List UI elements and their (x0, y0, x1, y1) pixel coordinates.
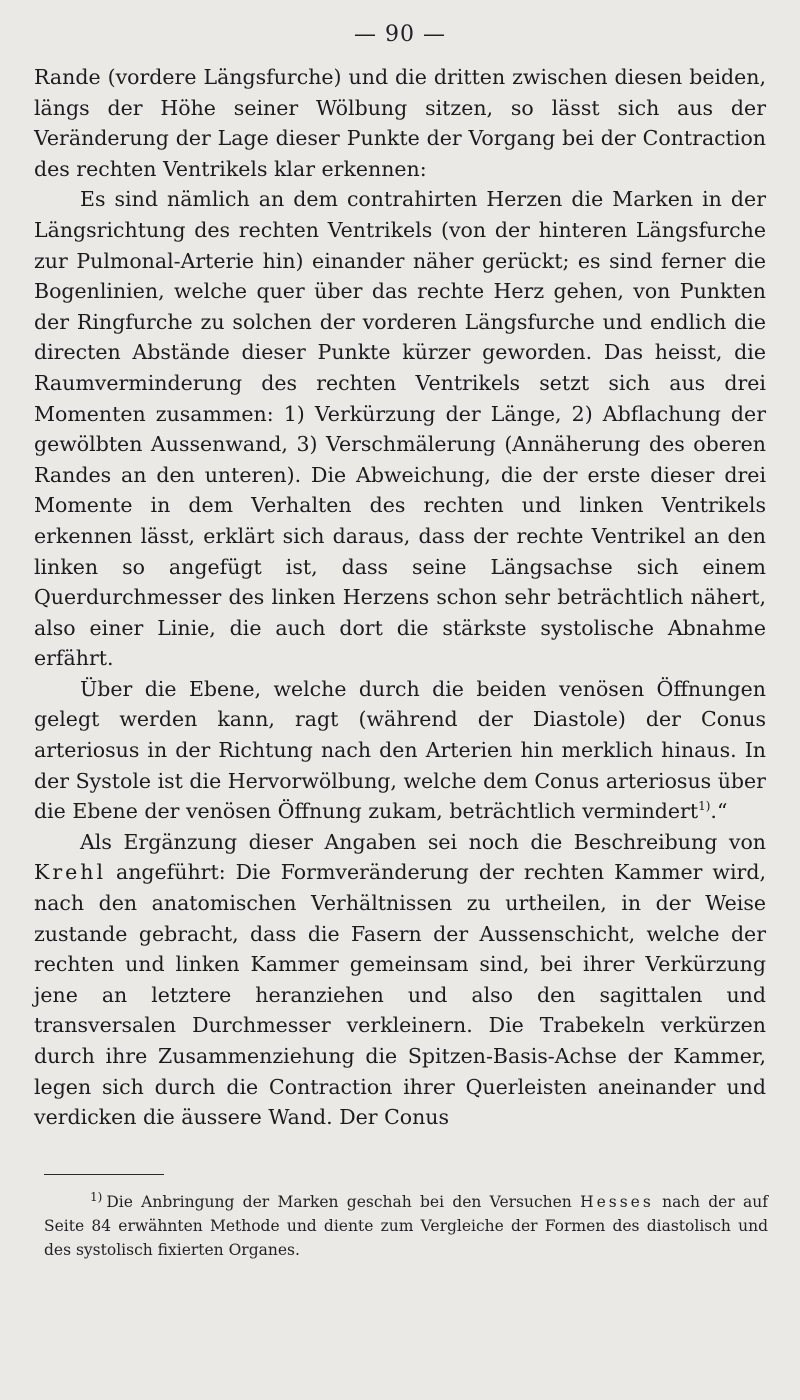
footnote (44, 1190, 768, 1262)
paragraph-1-text: Rande (vordere Längsfurche) und die dritten zwischen diesen beiden, längs der Höhe seiner Wölbung sitzen, so lässt sich aus der Veränderung der Lage dieser Punkte der Vorgang bei der Contraction des rechten Ventrikels klar erkennen: (34, 65, 766, 181)
author-name-hesses: Hesses (580, 1193, 654, 1211)
footnote-reference: 1) (698, 799, 711, 814)
paragraph-4-text-before: Als Ergänzung dieser Angaben sei noch die Beschreibung von (80, 829, 766, 854)
footnote-text-after: nach der auf Seite 84 erwähnten Methode und diente zum Vergleiche der Formen des diastolisch und des systolisch fixierten Organes. (44, 1193, 768, 1259)
paragraph-3 (34, 674, 766, 827)
footnote-mark: 1) (90, 1189, 103, 1204)
paragraph-2-text: Es sind nämlich an dem contrahirten Herzen die Marken in der Längsrichtung des rechten Ventrikels (von der hinteren Längsfurche zur Pulmonal-Arterie hin) einander näher gerückt; es sind ferner die Bogenlinien, welche quer über das rechte Herz gehen, von Punkten der Ringfurche zu solchen der vorderen Längsfurche und endlich die directen Abstände dieser Punkte kürzer geworden. Das heisst, die Raumverminderung des rechten Ventrikels setzt sich aus drei Momenten zusammen: 1) Verkürzung der Länge, 2) Abflachung der gewölbten Aussenwand, 3) Verschmälerung (Annäherung des oberen Randes an den unteren). Die Abweichung, die der erste dieser drei Momente in dem Verhalten des rechten und linken Ventrikels erkennen lässt, erklärt sich daraus, dass der rechte Ventrikel an den linken so angefügt ist, dass seine Längsachse sich einem Querdurchmesser des linken Herzens schon sehr beträchtlich nähert, also einer Linie, die auch dort die stärkste systolische Abnahme erfährt. (34, 187, 766, 671)
paragraph-3-tail: .“ (710, 799, 728, 824)
paragraph-2 (34, 184, 766, 674)
page-number: — 90 — (354, 22, 446, 47)
footnote-text-before: Die Anbringung der Marken geschah bei den Versuchen (106, 1193, 572, 1211)
paragraph-1 (34, 62, 766, 184)
body-text (34, 62, 766, 1133)
paragraph-4 (34, 827, 766, 1133)
paragraph-4-text-after: angeführt: Die Formveränderung der rechten Kammer wird, nach den anatomischen Verhältnissen zu urtheilen, in der Weise zustande gebracht, dass die Fasern der Aussenschicht, welche der rechten und linken Kammer gemeinsam sind, bei ihrer Verkürzung jene an letztere heranziehen und also den sagittalen und transversalen Durchmesser verkleinern. Die Trabekeln verkürzen durch ihre Zusammenziehung die Spitzen-Basis-Achse der Kammer, legen sich durch die Contraction ihrer Querleisten aneinander und verdicken die äussere Wand. Der Conus (34, 860, 766, 1130)
paragraph-3-text: Über die Ebene, welche durch die beiden venösen Öffnungen gelegt werden kann, ragt (während der Diastole) der Conus arteriosus in der Richtung nach den Arterien hin merklich hinaus. In der Systole ist die Hervorwölbung, welche dem Conus arteriosus über die Ebene der venösen Öffnung zukam, beträchtlich vermindert (34, 676, 766, 824)
footnote-divider (44, 1174, 164, 1175)
author-name-krehl: Krehl (34, 860, 107, 885)
